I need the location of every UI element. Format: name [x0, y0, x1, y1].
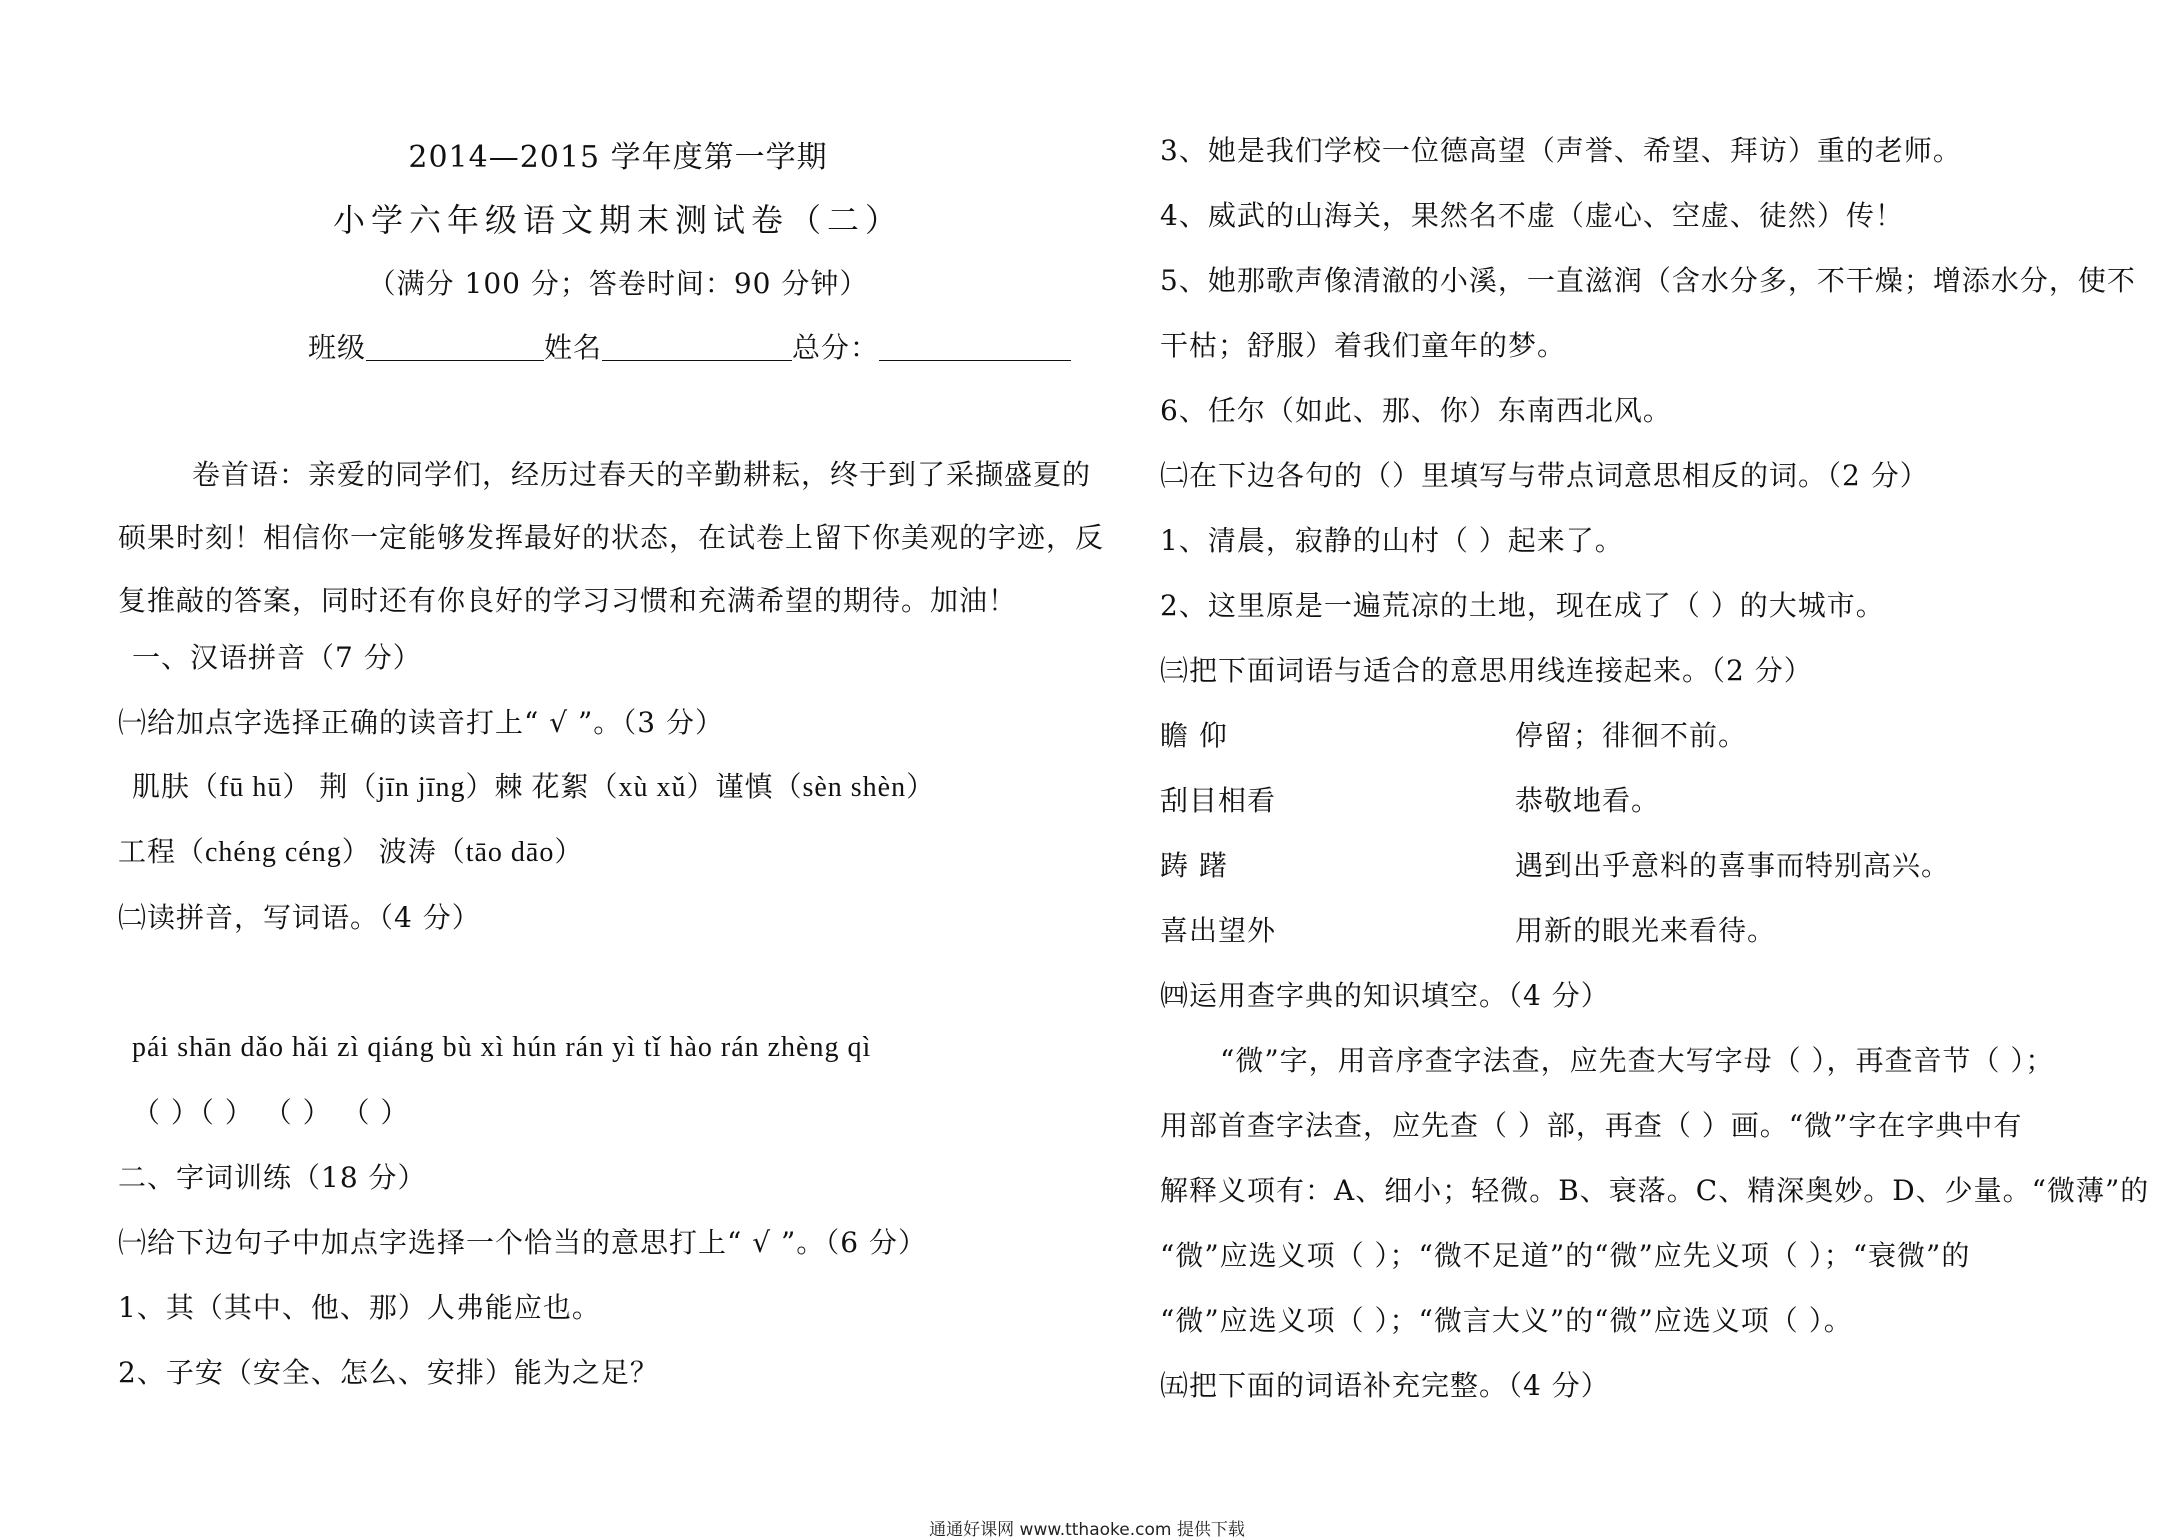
section-2-q1-item-1: 1、其（其中、他、那）人弗能应也。	[118, 1291, 601, 1324]
section-2-q4-line-5: “微”应选义项（ ）；“微言大义”的“微”应选义项（ ）。	[1160, 1304, 1853, 1337]
section-2-q1-item-5b: 干枯；舒服）着我们童年的梦。	[1160, 329, 1567, 362]
section-1-heading: 一、汉语拼音（7 分）	[132, 641, 422, 674]
section-1-q2-heading: ㈡读拼音，写词语。（4 分）	[118, 901, 481, 934]
match-word[interactable]: 踌 躇	[1160, 849, 1228, 882]
section-2-q1-item-2: 2、子安（安全、怎么、安排）能为之足？	[118, 1356, 659, 1389]
intro-line-1: 卷首语：亲爱的同学们，经历过春天的辛勤耕耘，终于到了采撷盛夏的	[192, 458, 1092, 491]
section-1-q1-line-2: 工程（chéng céng） 波涛（tāo dāo）	[118, 837, 584, 868]
match-meaning[interactable]: 用新的眼光来看待。	[1515, 914, 1777, 947]
exam-meta: （满分 100 分；答卷时间：90 分钟）	[367, 267, 869, 300]
match-meaning[interactable]: 遇到出乎意料的喜事而特别高兴。	[1515, 849, 1951, 882]
match-meaning[interactable]: 恭敬地看。	[1515, 784, 1661, 817]
pinyin-line: pái shān dǎo hǎi zì qiáng bù xì hún rán yì tǐ hào rán zhèng qì	[132, 1032, 872, 1063]
section-2-q4-heading: ㈣运用查字典的知识填空。（4 分）	[1160, 979, 1610, 1012]
match-meaning[interactable]: 停留；徘徊不前。	[1515, 719, 1748, 752]
intro-line-3: 复推敲的答案，同时还有你良好的学习习惯和充满希望的期待。加油！	[118, 584, 1018, 617]
score-label: 总分：	[792, 331, 880, 364]
pinyin-answer-line[interactable]: （ ）（ ） （ ） （ ）	[132, 1096, 410, 1129]
intro-line-2: 硕果时刻！相信你一定能够发挥最好的状态，在试卷上留下你美观的字迹，反	[118, 521, 1105, 554]
section-2-q1-item-4: 4、威武的山海关，果然名不虚（虚心、空虚、徒然）传！	[1160, 199, 1904, 232]
year-line: 2014—2015 学年度第一学期	[408, 140, 828, 175]
name-label: 姓名	[544, 331, 603, 364]
section-2-q5-heading: ㈤把下面的词语补充完整。（4 分）	[1160, 1369, 1610, 1402]
student-info-row	[308, 328, 1071, 368]
match-word[interactable]: 瞻 仰	[1160, 719, 1228, 752]
section-2-q4-line-2: 用部首查字法查，应先查（ ）部，再查（ ）画。“微”字在字典中有	[1160, 1109, 2023, 1142]
match-word[interactable]: 喜出望外	[1160, 914, 1277, 947]
section-2-q1-item-6: 6、任尔（如此、那、你）东南西北风。	[1160, 394, 1672, 427]
section-2-q2-item-1: 1、清晨，寂静的山村（ ）起来了。	[1160, 524, 1624, 557]
section-2-heading: 二、字词训练（18 分）	[118, 1161, 427, 1194]
section-1-q1-line-1: 肌肤（fū hū） 荆（jīn jīng）棘 花絮（xù xǔ）谨慎（sèn shèn）	[132, 772, 936, 803]
section-2-q1-item-3: 3、她是我们学校一位德高望（声誉、希望、拜访）重的老师。	[1160, 134, 1962, 167]
section-2-q4-line-3: 解释义项有：A、细小；轻微。B、衰落。C、精深奥妙。D、少量。“微薄”的	[1160, 1174, 2150, 1207]
section-2-q1-item-5a: 5、她那歌声像清澈的小溪，一直滋润（含水分多，不干燥；增添水分，使不	[1160, 264, 2136, 297]
class-label: 班级	[308, 331, 367, 364]
section-2-q3-heading: ㈢把下面词语与适合的意思用线连接起来。（2 分）	[1160, 654, 1813, 687]
page-title: 小学六年级语文期末测试卷（二）	[332, 201, 903, 239]
section-2-q4-line-4: “微”应选义项（ ）；“微不足道”的“微”应先义项（ ）；“衰微”的	[1160, 1239, 1971, 1272]
class-blank[interactable]	[366, 330, 544, 361]
match-word[interactable]: 刮目相看	[1160, 784, 1277, 817]
section-2-q2-item-2: 2、这里原是一遍荒凉的土地，现在成了（ ）的大城市。	[1160, 589, 1885, 622]
footer-source: 通通好课网 www.tthaoke.com 提供下载	[929, 1520, 1245, 1540]
section-2-q4-line-1: “微”字，用音序查字法查，应先查大写字母（ ），再查音节（ ）；	[1220, 1044, 2055, 1077]
section-2-q1-heading: ㈠给下边句子中加点字选择一个恰当的意思打上“ √ ”。（6 分）	[118, 1226, 927, 1259]
section-1-q1-heading: ㈠给加点字选择正确的读音打上“ √ ”。（3 分）	[118, 706, 724, 739]
section-2-q2-heading: ㈡在下边各句的（）里填写与带点词意思相反的词。（2 分）	[1160, 459, 1929, 492]
name-blank[interactable]	[602, 330, 792, 361]
score-blank[interactable]	[879, 330, 1071, 361]
